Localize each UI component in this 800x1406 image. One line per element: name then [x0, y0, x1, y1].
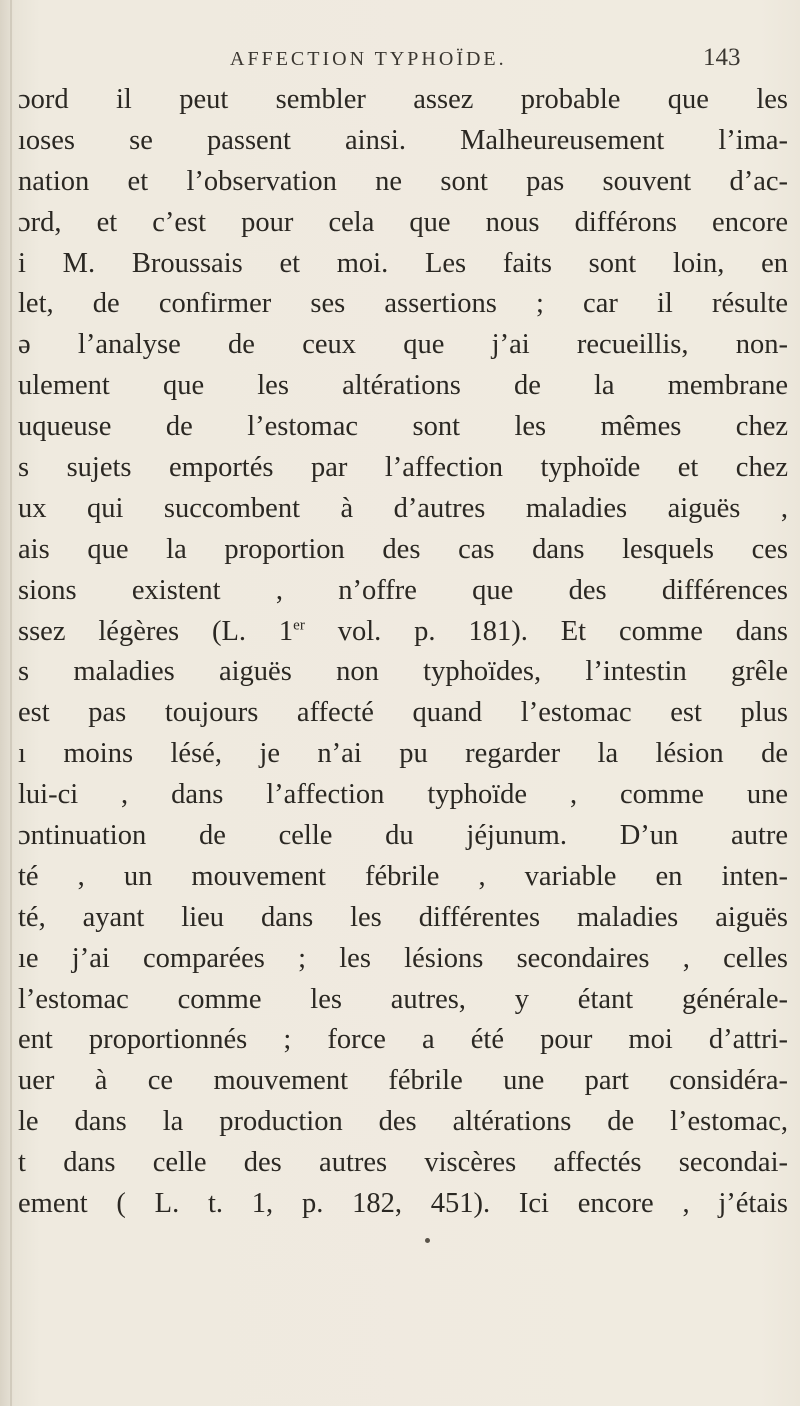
text-line: ıoses se passent ainsi. Malheureusement l’ima-	[18, 124, 788, 156]
text-line: lui-ci , dans l’affection typhoïde , comme une	[18, 779, 788, 811]
text-line: ə l’analyse de ceux que j’ai recueillis, non-	[18, 329, 788, 361]
text-line: le dans la production des altérations de l’estomac,	[18, 1106, 788, 1138]
text-line: té, ayant lieu dans les différentes maladies aiguës	[18, 901, 788, 933]
text-line: ulement que les altérations de la membrane	[18, 370, 788, 402]
line-tail: vol. p. 181). Et comme dans	[304, 615, 788, 647]
ink-speck	[425, 1238, 430, 1243]
text-line: i M. Broussais et moi. Les faits sont loin, en	[18, 247, 788, 279]
text-line: ɔrd, et c’est pour cela que nous différons encore	[18, 206, 788, 238]
text-line: ement ( L. t. 1, p. 182, 451). Ici encore , j’étais	[18, 1188, 788, 1220]
text-line: ɔntinuation de celle du jéjunum. D’un autre	[18, 820, 788, 852]
text-line: uer à ce mouvement fébrile une part considéra-	[18, 1065, 788, 1097]
text-line: ɔord il peut sembler assez probable que les	[18, 84, 788, 115]
text-body	[0, 80, 800, 1225]
running-head	[0, 44, 800, 74]
text-line-with-superscript	[0, 612, 800, 653]
running-title: AFFECTION TYPHOÏDE.	[230, 48, 507, 70]
page-number: 143	[703, 44, 741, 71]
text-line: té , un mouvement fébrile , variable en inten-	[18, 860, 788, 892]
text-line: est pas toujours affecté quand l’estomac est plus	[18, 697, 788, 729]
text-line: ux qui succombent à d’autres maladies aiguës ,	[18, 492, 788, 524]
text-line: t dans celle des autres viscères affectés secondai-	[18, 1147, 788, 1179]
text-line: l’estomac comme les autres, y étant générale-	[18, 983, 788, 1015]
text-line: ıe j’ai comparées ; les lésions secondaires , celles	[18, 942, 788, 974]
text-line: sions existent , n’offre que des différences	[18, 574, 788, 606]
text-line: s sujets emportés par l’affection typhoïde et chez	[18, 452, 788, 484]
line-head: ssez légères (L. 1	[18, 615, 294, 647]
text-line: ı moins lésé, je n’ai pu regarder la lésion de	[18, 738, 788, 770]
text-line: nation et l’observation ne sont pas souvent d’ac-	[18, 165, 788, 197]
superscript: er	[293, 617, 305, 634]
text-line: s maladies aiguës non typhoïdes, l’intestin grêle	[18, 656, 788, 688]
text-line: ent proportionnés ; force a été pour moi d’attri-	[18, 1024, 788, 1056]
text-line: ais que la proportion des cas dans lesquels ces	[18, 533, 788, 565]
text-line: uqueuse de l’estomac sont les mêmes chez	[18, 411, 788, 443]
text-line: let, de confirmer ses assertions ; car il résulte	[18, 288, 788, 320]
